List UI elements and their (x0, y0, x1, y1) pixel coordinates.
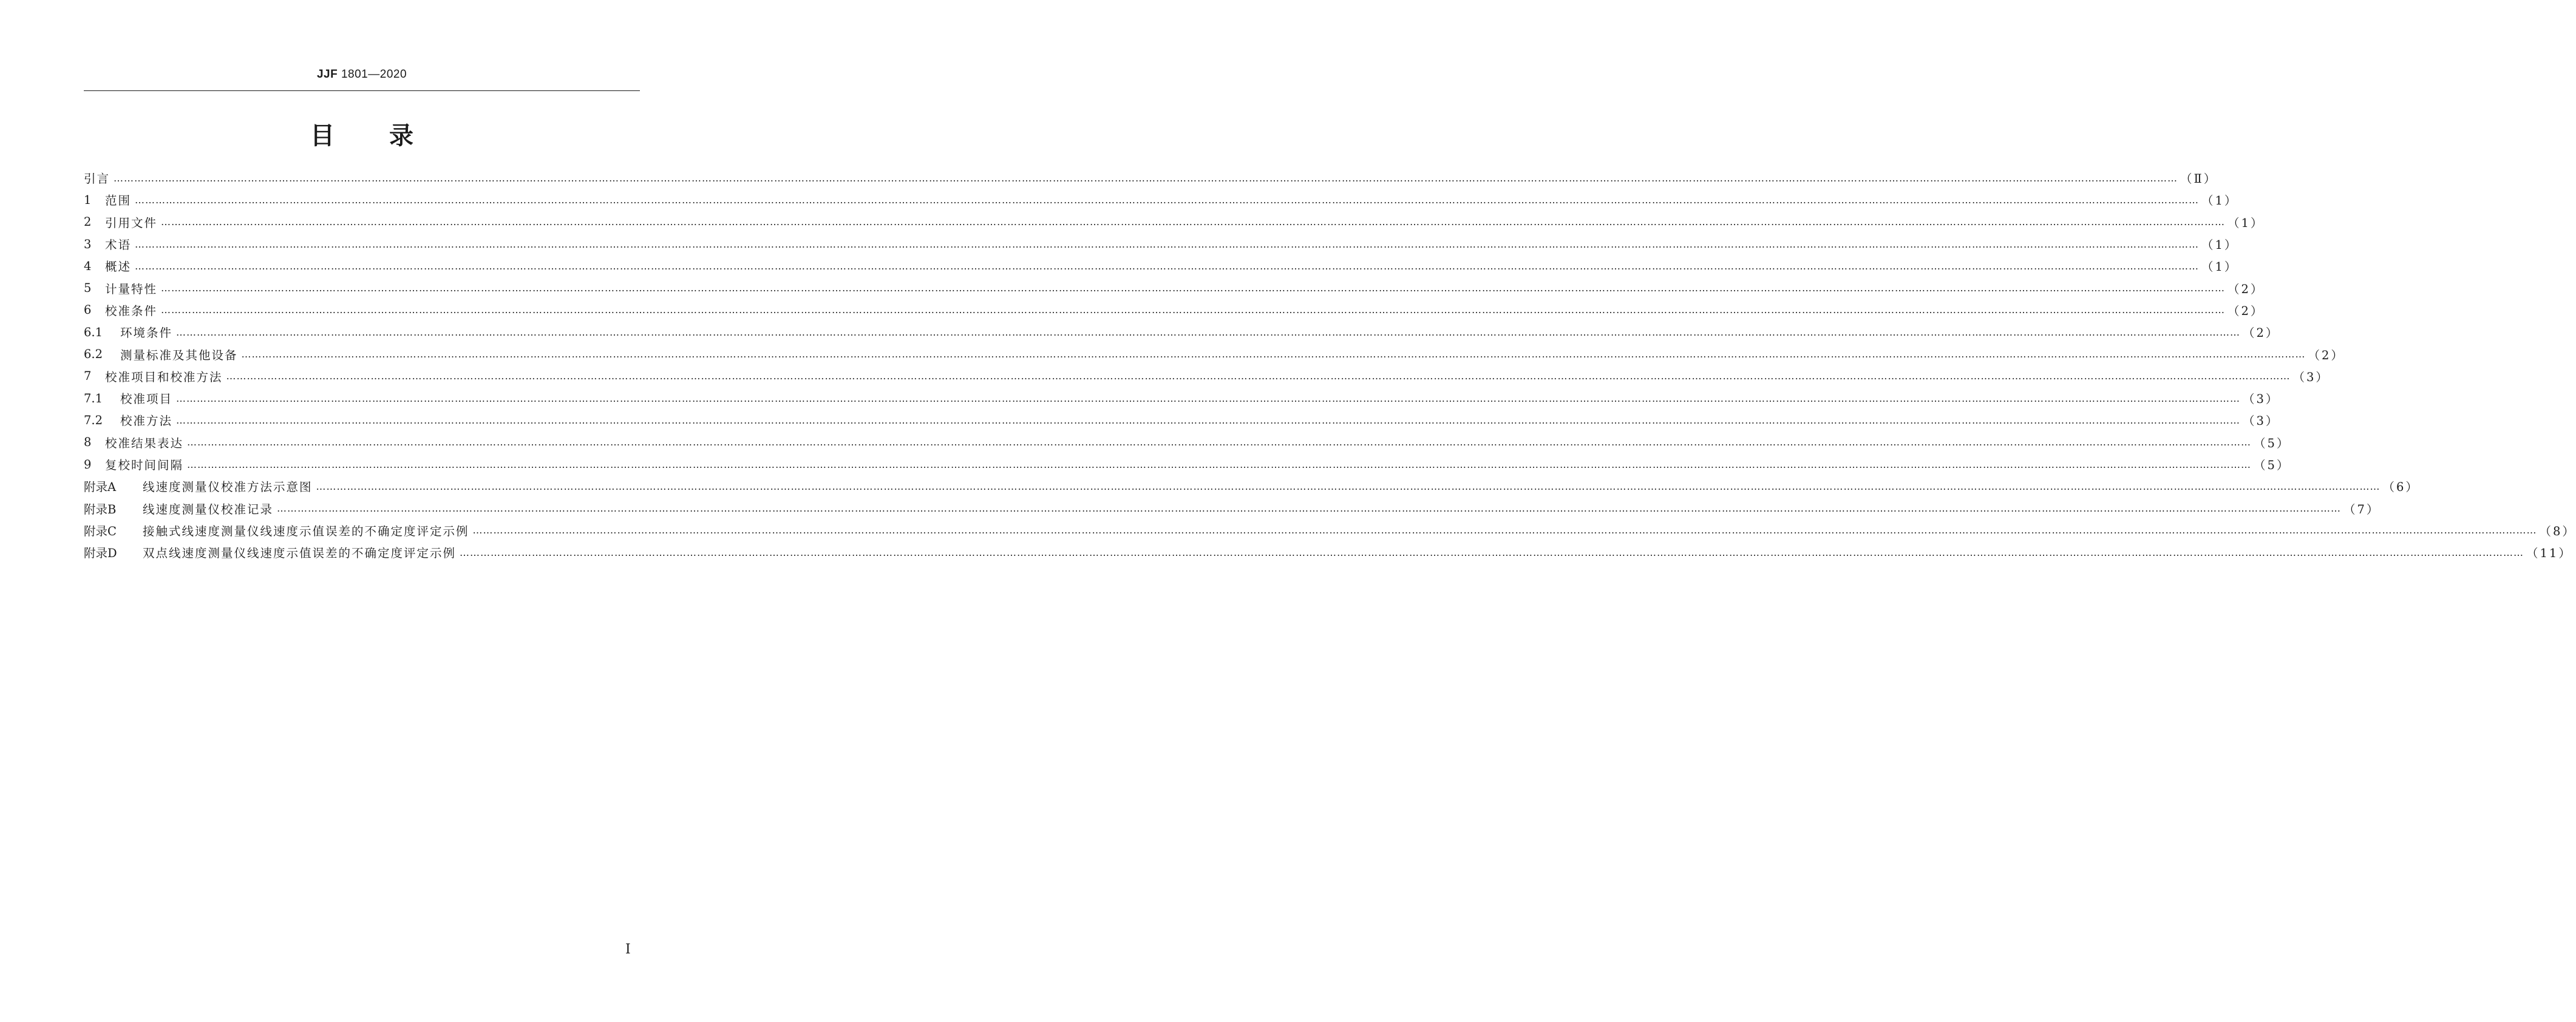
toc-entry-page: （1） (2201, 194, 2238, 208)
toc-entry[interactable] (84, 299, 2265, 321)
toc-leader-dots: …………………………………………………………………………………………………………………………………………………………………………………………………………………………………………………………………………………………………………………………………………………………………………………………………………………………………………………………………………………………………………………………………………………… (187, 436, 2252, 448)
toc-entry-page: （2） (2228, 282, 2265, 296)
toc-entry[interactable] (84, 211, 2265, 233)
toc-entry[interactable] (84, 409, 2280, 431)
toc-leader-dots: …………………………………………………………………………………………………………………………………………………………………………………………………………………………………………………………………………………………………………………………………………………………………………………………………………………………………………………………………………………………………………………………………………………… (161, 304, 2226, 316)
standard-code: JJF (316, 68, 338, 81)
toc-leader-dots: …………………………………………………………………………………………………………………………………………………………………………………………………………………………………………………………………………………………………………………………………………………………………………………………………………………………………………………………………………………………………………………………………………………… (114, 172, 2178, 184)
toc-entry-number: 附录C (84, 524, 117, 538)
toc-entry[interactable] (84, 343, 2345, 365)
toc-entry-label: 计量特性 (105, 282, 158, 296)
toc-entry-label: 双点线速度测量仪线速度示值误差的不确定度评定示例 (143, 546, 457, 561)
toc-entry-label: 引用文件 (105, 215, 158, 230)
table-of-contents (84, 167, 2576, 563)
toc-leader-dots: …………………………………………………………………………………………………………………………………………………………………………………………………………………………………………………………………………………………………………………………………………………………………………………………………………………………………………………………………………………………………………………………………………………… (316, 480, 2381, 492)
toc-leader-dots: …………………………………………………………………………………………………………………………………………………………………………………………………………………………………………………………………………………………………………………………………………………………………………………………………………………………………………………………………………………………………………………………………………………… (161, 282, 2226, 294)
toc-entry[interactable] (84, 321, 2280, 343)
toc-entry-number: 附录A (84, 480, 117, 495)
page-title: 目录 (310, 122, 468, 150)
toc-entry[interactable] (84, 453, 2291, 475)
toc-entry-page: （1） (2201, 260, 2238, 274)
toc-entry-label: 校准结果表达 (105, 436, 184, 450)
toc-entry[interactable] (84, 365, 2330, 387)
toc-leader-dots: …………………………………………………………………………………………………………………………………………………………………………………………………………………………………………………………………………………………………………………………………………………………………………………………………………………………………………………………………………………………………………………………………………………… (460, 546, 2524, 558)
toc-leader-dots: …………………………………………………………………………………………………………………………………………………………………………………………………………………………………………………………………………………………………………………………………………………………………………………………………………………………………………………………………………………………………………………………………………………… (135, 260, 2200, 272)
toc-leader-dots: …………………………………………………………………………………………………………………………………………………………………………………………………………………………………………………………………………………………………………………………………………………………………………………………………………………………………………………………………………………………………………………………………………………… (226, 370, 2291, 382)
toc-leader-dots: …………………………………………………………………………………………………………………………………………………………………………………………………………………………………………………………………………………………………………………………………………………………………………………………………………………………………………………………………………………………………………………………………………………… (176, 392, 2241, 404)
standard-number: 1801—2020 (341, 68, 407, 81)
toc-entry-number: 8 (84, 435, 92, 450)
toc-entry-page: （Ⅱ） (2180, 172, 2218, 186)
toc-entry-number: 附录B (84, 502, 117, 516)
toc-entry-label: 校准项目和校准方法 (105, 370, 223, 384)
toc-entry-label: 环境条件 (120, 326, 173, 340)
toc-entry[interactable] (84, 277, 2265, 299)
toc-entry-label: 概述 (105, 260, 132, 274)
toc-entry-label: 复校时间间隔 (105, 458, 184, 472)
toc-entry-number: 7.1 (84, 391, 103, 405)
toc-entry-label: 线速度测量仪校准方法示意图 (143, 480, 313, 495)
toc-entry-page: （11） (2526, 546, 2572, 561)
page-number: Ⅰ (625, 942, 631, 957)
header-rule (84, 90, 640, 91)
document-header (84, 68, 640, 81)
toc-entry[interactable] (84, 233, 2238, 255)
toc-leader-dots: …………………………………………………………………………………………………………………………………………………………………………………………………………………………………………………………………………………………………………………………………………………………………………………………………………………………………………………………………………………………………………………………………………………… (135, 238, 2200, 250)
toc-entry-page: （2） (2228, 303, 2265, 318)
toc-entry-number: 6.2 (84, 347, 103, 362)
toc-entry[interactable] (84, 167, 2218, 189)
toc-entry-page: （8） (2539, 524, 2576, 538)
toc-entry[interactable] (84, 431, 2291, 453)
toc-entry-number: 5 (84, 281, 92, 296)
toc-leader-dots: …………………………………………………………………………………………………………………………………………………………………………………………………………………………………………………………………………………………………………………………………………………………………………………………………………………………………………………………………………………………………………………………………………………… (241, 348, 2306, 360)
toc-entry-number: 9 (84, 457, 92, 472)
toc-entry[interactable] (84, 189, 2238, 211)
toc-entry-page: （5） (2254, 458, 2291, 472)
toc-entry-number: 2 (84, 215, 92, 229)
toc-entry-page: （7） (2343, 502, 2381, 516)
toc-entry-page: （2） (2308, 348, 2345, 362)
toc-entry[interactable] (84, 497, 2381, 519)
toc-entry-number: 7.2 (84, 413, 103, 427)
toc-entry-page: （1） (2201, 238, 2238, 252)
toc-leader-dots: …………………………………………………………………………………………………………………………………………………………………………………………………………………………………………………………………………………………………………………………………………………………………………………………………………………………………………………………………………………………………………………………………………………… (187, 458, 2252, 470)
toc-entry-page: （3） (2243, 414, 2280, 428)
toc-entry-page: （5） (2254, 436, 2291, 450)
toc-leader-dots: …………………………………………………………………………………………………………………………………………………………………………………………………………………………………………………………………………………………………………………………………………………………………………………………………………………………………………………………………………………………………………………………………………………… (176, 326, 2241, 338)
toc-leader-dots: …………………………………………………………………………………………………………………………………………………………………………………………………………………………………………………………………………………………………………………………………………………………………………………………………………………………………………………………………………………………………………………………………………………… (161, 216, 2226, 228)
toc-entry-page: （3） (2243, 392, 2280, 407)
toc-leader-dots: …………………………………………………………………………………………………………………………………………………………………………………………………………………………………………………………………………………………………………………………………………………………………………………………………………………………………………………………………………………………………………………………………………………… (176, 414, 2241, 426)
toc-entry-number: 7 (84, 369, 92, 384)
toc-entry-number: 4 (84, 259, 92, 273)
toc-entry-number: 3 (84, 237, 92, 251)
toc-entry[interactable] (84, 541, 2572, 563)
toc-entry-number: 6.1 (84, 325, 103, 339)
toc-entry-number: 附录D (84, 546, 117, 561)
toc-leader-dots: …………………………………………………………………………………………………………………………………………………………………………………………………………………………………………………………………………………………………………………………………………………………………………………………………………………………………………………………………………………………………………………………………………………… (277, 503, 2342, 515)
toc-entry-label: 校准条件 (105, 303, 158, 318)
toc-entry-label: 范围 (105, 194, 132, 208)
toc-entry-page: （1） (2228, 215, 2265, 230)
toc-entry-label: 术语 (105, 238, 132, 252)
toc-entry[interactable] (84, 519, 2576, 541)
toc-leader-dots: …………………………………………………………………………………………………………………………………………………………………………………………………………………………………………………………………………………………………………………………………………………………………………………………………………………………………………………………………………………………………………………………………………………… (472, 524, 2537, 536)
toc-leader-dots: …………………………………………………………………………………………………………………………………………………………………………………………………………………………………………………………………………………………………………………………………………………………………………………………………………………………………………………………………………………………………………………………………………………… (135, 194, 2200, 206)
toc-entry-label: 测量标准及其他设备 (120, 348, 238, 362)
toc-entry-label: 线速度测量仪校准记录 (143, 502, 274, 516)
toc-entry[interactable] (84, 387, 2280, 409)
toc-entry-label: 校准方法 (120, 414, 173, 428)
toc-entry-label: 引言 (84, 172, 110, 186)
toc-entry[interactable] (84, 255, 2238, 277)
toc-entry-page: （3） (2292, 370, 2330, 384)
toc-entry-number: 1 (84, 192, 92, 207)
toc-entry-number: 6 (84, 303, 92, 317)
toc-entry-page: （2） (2243, 326, 2280, 340)
toc-entry-label: 接触式线速度测量仪线速度示值误差的不确定度评定示例 (143, 524, 469, 538)
toc-entry-page: （6） (2382, 480, 2419, 495)
toc-entry-label: 校准项目 (120, 392, 173, 407)
toc-entry[interactable] (84, 475, 2419, 497)
